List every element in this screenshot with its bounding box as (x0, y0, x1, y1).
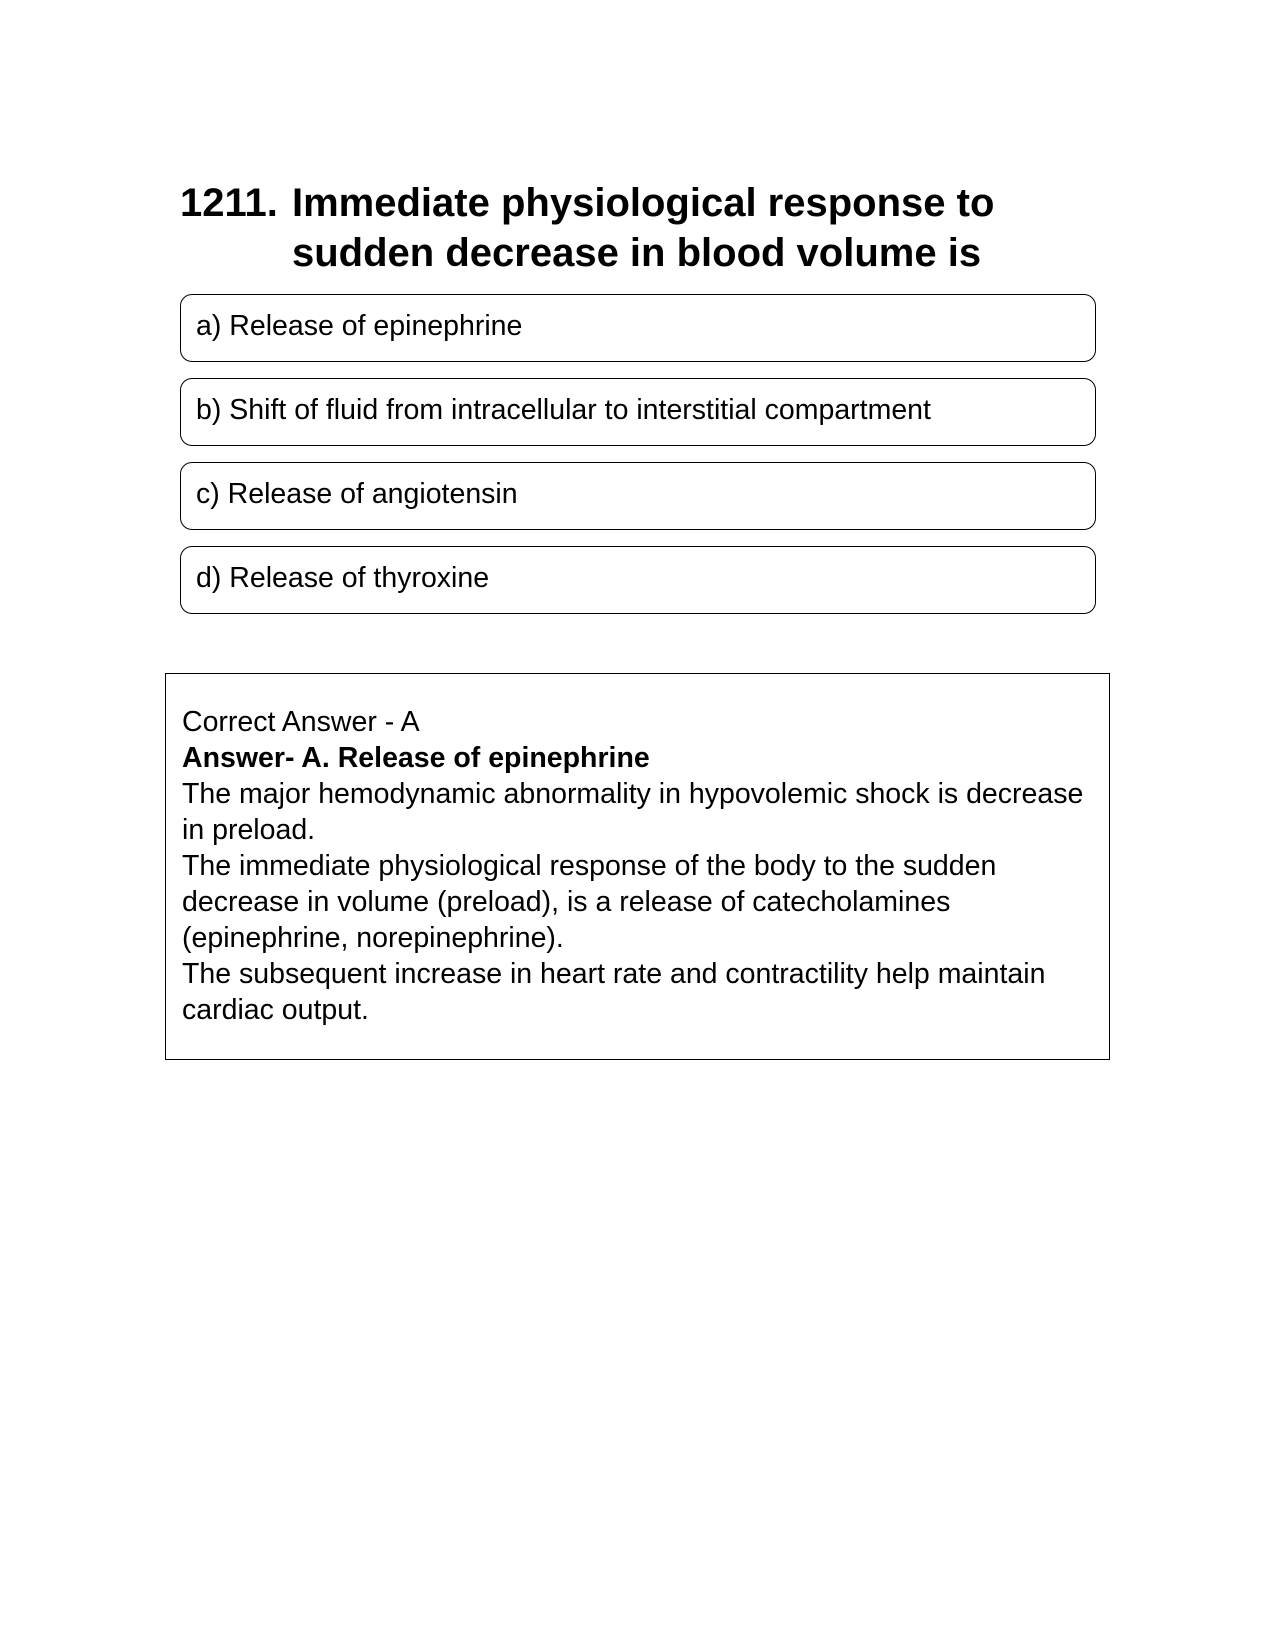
answer-explanation-box (165, 673, 1110, 1060)
explanation-paragraph-3: The subsequent increase in heart rate and contractility help maintain cardiac output. (182, 958, 1046, 1026)
option-d[interactable] (180, 546, 1096, 614)
question-text: Immediate physiological response to sudden decrease in blood volume is (292, 181, 995, 275)
option-b[interactable] (180, 378, 1096, 446)
options-list (180, 294, 1096, 630)
option-c[interactable] (180, 462, 1096, 530)
option-b-label: b) Shift of fluid from intracellular to interstitial compartment (196, 394, 931, 426)
explanation-paragraph-2: The immediate physiological response of the body to the sudden decrease in volume (preload), is a release of catecholamines (epinephrine, norepinephrine). (182, 850, 997, 954)
answer-title: Answer- A. Release of epinephrine (182, 742, 650, 774)
option-a[interactable] (180, 294, 1096, 362)
explanation-paragraph-1: The major hemodynamic abnormality in hypovolemic shock is decrease in preload. (182, 778, 1084, 846)
question (180, 178, 1080, 278)
option-a-label: a) Release of epinephrine (196, 310, 523, 342)
question-number: 1211. (180, 181, 278, 225)
option-d-label: d) Release of thyroxine (196, 562, 490, 594)
correct-answer-line: Correct Answer - A (182, 706, 420, 738)
option-c-label: c) Release of angiotensin (196, 478, 518, 510)
